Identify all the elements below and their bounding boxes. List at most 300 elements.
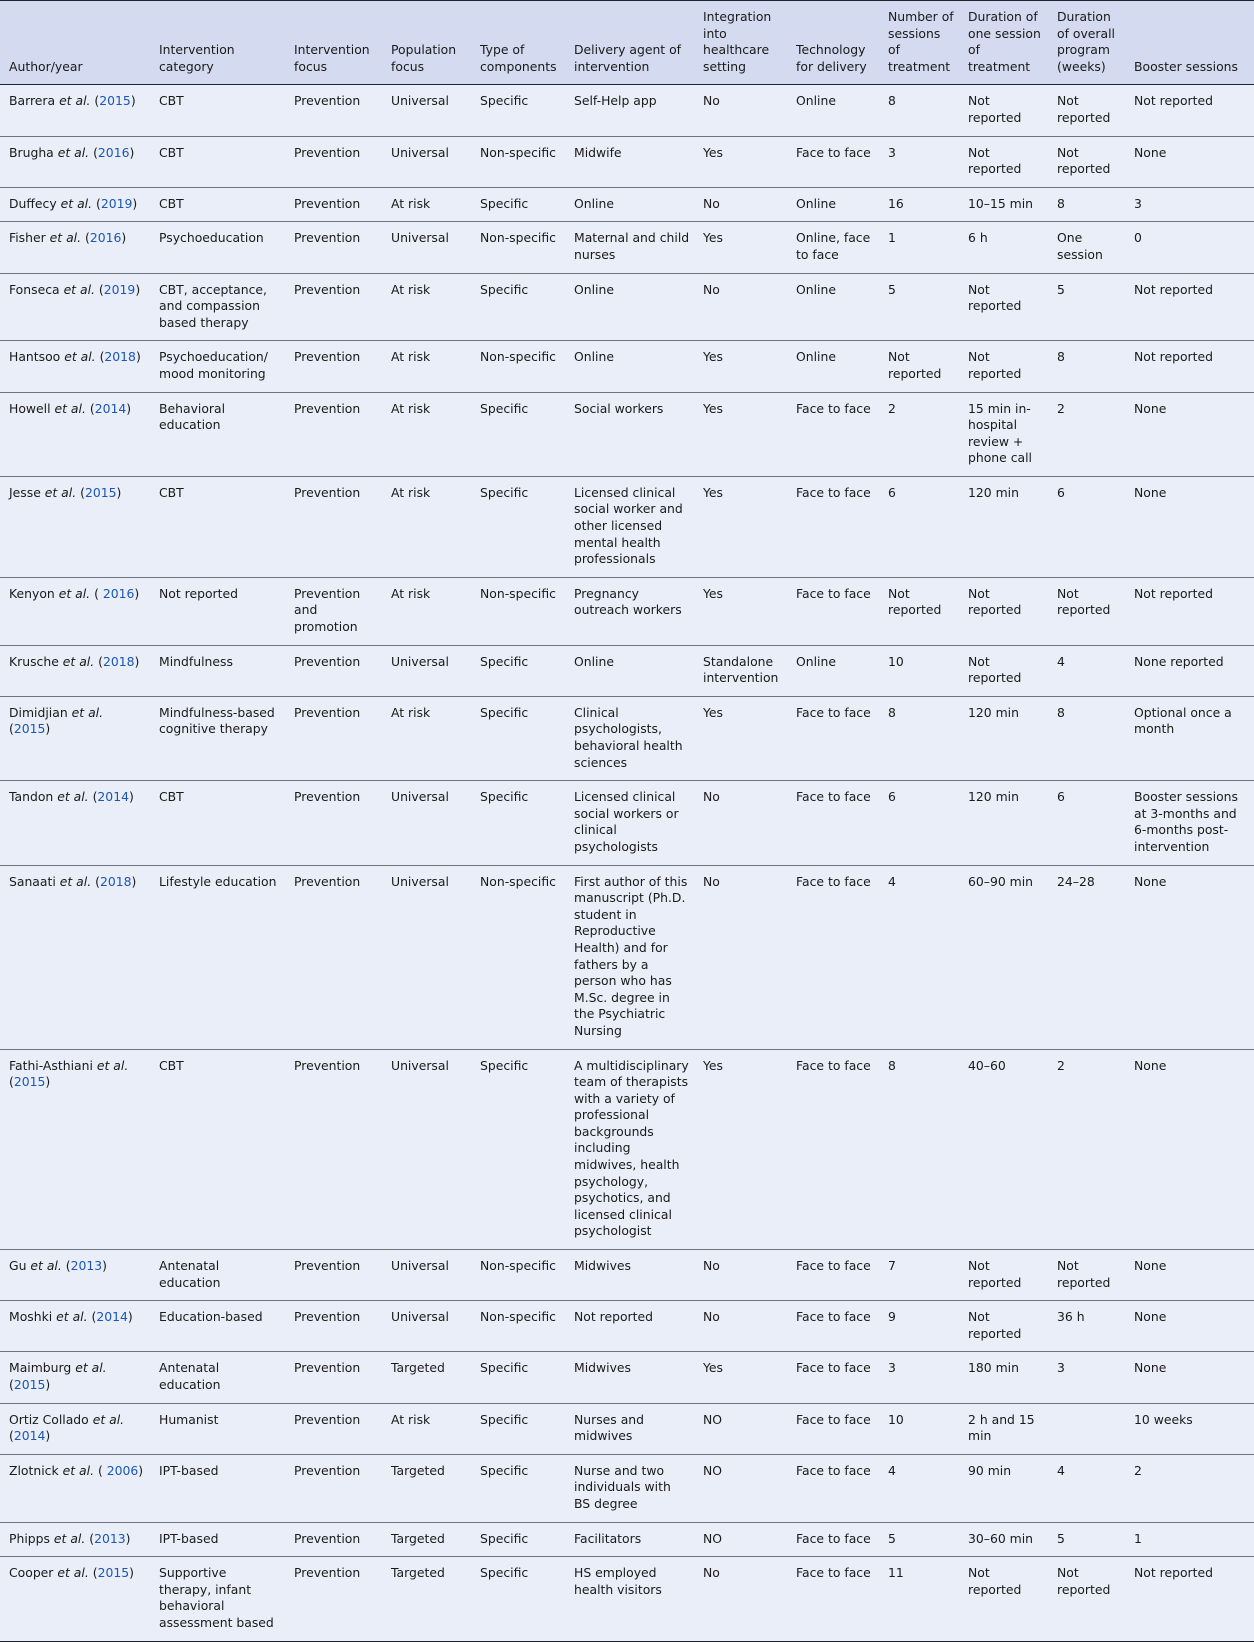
table-cell: Online [787, 645, 879, 696]
table-cell: 3 [1048, 1352, 1125, 1403]
table-cell: Non-specific [471, 136, 565, 187]
table-cell: 6 [879, 476, 959, 577]
header-row [0, 1, 1254, 85]
table-cell: At risk [382, 341, 471, 392]
paren-close: ) [45, 721, 51, 737]
table-cell: Online, face to face [787, 222, 879, 273]
column-header: Type of components [471, 1, 565, 85]
table-cell: 15 min in-hospital review + phone call [959, 392, 1048, 476]
table-row [0, 1250, 1254, 1301]
et-al: et al. [57, 789, 89, 805]
year-link[interactable]: 2015 [84, 484, 117, 500]
table-cell: Online [787, 273, 879, 341]
paren-close: ) [135, 281, 141, 297]
table-row [0, 1301, 1254, 1352]
column-header: Booster sessions [1125, 1, 1254, 85]
table-cell: Midwives [565, 1352, 694, 1403]
table-cell [1048, 1403, 1125, 1454]
table-cell: 120 min [959, 476, 1048, 577]
table-row [0, 476, 1254, 577]
author-year-cell [0, 1522, 150, 1557]
table-cell: CBT [150, 187, 285, 222]
column-header: Intervention category [150, 1, 285, 85]
author-name: Gu [9, 1258, 27, 1274]
table-cell: Not reported [565, 1301, 694, 1352]
et-al: et al. [30, 1258, 62, 1274]
table-cell: Not reported [1048, 85, 1125, 136]
table-cell: Face to face [787, 1522, 879, 1557]
table-cell: None [1125, 136, 1254, 187]
table-cell: Targeted [382, 1454, 471, 1522]
table-cell: Standalone intervention [694, 645, 787, 696]
et-al: et al. [56, 1309, 88, 1325]
table-row [0, 136, 1254, 187]
year-link[interactable]: 2019 [103, 281, 136, 297]
table-cell: Prevention [285, 1403, 382, 1454]
table-cell: Face to face [787, 781, 879, 865]
paren-close: ) [134, 585, 140, 601]
et-al: et al. [54, 400, 86, 416]
author-year-cell [0, 1301, 150, 1352]
table-cell: Not reported [150, 577, 285, 645]
paren-open: ( [9, 1074, 14, 1090]
table-cell: 8 [1048, 187, 1125, 222]
table-cell: NO [694, 1403, 787, 1454]
paren-open: ( [85, 230, 90, 246]
table-cell: 90 min [959, 1454, 1048, 1522]
table-cell: Not reported [1048, 136, 1125, 187]
year-link[interactable]: 2015 [99, 93, 131, 109]
table-body [0, 85, 1254, 1641]
year-link[interactable]: 2014 [13, 1428, 46, 1444]
year-link[interactable]: 2015 [13, 1074, 46, 1090]
table-cell: Face to face [787, 136, 879, 187]
table-cell: One session [1048, 222, 1125, 273]
table-cell: 10 weeks [1125, 1403, 1254, 1454]
table-cell: Face to face [787, 577, 879, 645]
table-cell: Social workers [565, 392, 694, 476]
table-cell: CBT, acceptance, and compassion based therapy [150, 273, 285, 341]
author-year-cell [0, 696, 150, 780]
table-cell: Optional once a month [1125, 696, 1254, 780]
year-link[interactable]: 2015 [97, 1565, 130, 1581]
table-cell: 6 [1048, 781, 1125, 865]
table-cell: Non-specific [471, 341, 565, 392]
table-cell: Online [565, 645, 694, 696]
table-cell: At risk [382, 273, 471, 341]
year-link[interactable]: 2013 [94, 1530, 126, 1546]
table-cell: 2 h and 15 min [959, 1403, 1048, 1454]
table-cell: Antenatal education [150, 1352, 285, 1403]
table-cell: Yes [694, 577, 787, 645]
table-cell: Not reported [879, 577, 959, 645]
table-cell: Prevention [285, 136, 382, 187]
table-cell: CBT [150, 136, 285, 187]
paren-open: ( [89, 1530, 95, 1546]
table-cell: Not reported [959, 1301, 1048, 1352]
table-cell: Non-specific [471, 1301, 565, 1352]
table-cell: Face to face [787, 1403, 879, 1454]
year-link[interactable]: 2018 [102, 653, 135, 669]
table-cell: None [1125, 476, 1254, 577]
et-al: et al. [64, 349, 96, 365]
table-cell: CBT [150, 476, 285, 577]
table-cell: No [694, 187, 787, 222]
paren-close: ) [45, 1377, 51, 1392]
column-header: Technology for delivery [787, 1, 879, 85]
et-al: et al. [62, 653, 95, 669]
paren-open: ( [95, 873, 100, 889]
et-al: et al. [49, 230, 82, 246]
table-cell: Prevention [285, 273, 382, 341]
table-cell: 2 [1048, 392, 1125, 476]
year-link[interactable]: 2014 [96, 1309, 128, 1325]
table-row [0, 187, 1254, 222]
table-cell: Midwives [565, 1250, 694, 1301]
paren-open: ( [98, 281, 104, 297]
table-cell: Specific [471, 1352, 565, 1403]
table-cell: Yes [694, 136, 787, 187]
paren-open: ( [93, 144, 98, 160]
paren-open: ( [99, 349, 105, 365]
year-link[interactable]: 2019 [100, 195, 133, 211]
table-cell: No [694, 1250, 787, 1301]
table-row [0, 645, 1254, 696]
table-cell: Prevention [285, 1250, 382, 1301]
table-row [0, 273, 1254, 341]
table-cell: None [1125, 392, 1254, 476]
table-cell: Universal [382, 1250, 471, 1301]
author-year-cell [0, 1403, 150, 1454]
paren-close: ) [125, 1530, 131, 1546]
table-cell: Not reported [959, 136, 1048, 187]
table-cell: Not reported [1125, 1557, 1254, 1641]
author-name: Phipps [9, 1530, 50, 1546]
table-cell: Humanist [150, 1403, 285, 1454]
table-cell: NO [694, 1454, 787, 1522]
table-cell: Nurse and two individuals with BS degree [565, 1454, 694, 1522]
table-cell: 8 [879, 85, 959, 136]
table-cell: Self-Help app [565, 85, 694, 136]
paren-open: ( [91, 1309, 97, 1325]
paren-close: ) [128, 789, 134, 805]
table-cell: A multidisciplinary team of therapists with a variety of professional backgrounds including midwives, health psychology, psychotics, and licensed clinical psychologist [565, 1049, 694, 1250]
table-row [0, 341, 1254, 392]
table-cell: Specific [471, 392, 565, 476]
author-name: Cooper [9, 1565, 54, 1581]
et-al: et al. [71, 704, 104, 720]
table-cell: Specific [471, 273, 565, 341]
year-link[interactable]: 2013 [70, 1258, 103, 1274]
table-cell: Yes [694, 1049, 787, 1250]
table-cell: None reported [1125, 645, 1254, 696]
author-name: Ortiz Collado [9, 1411, 89, 1427]
year-link[interactable]: 2016 [102, 585, 135, 601]
table-row [0, 85, 1254, 136]
table-cell: At risk [382, 696, 471, 780]
table-cell: 8 [1048, 696, 1125, 780]
table-row [0, 392, 1254, 476]
table-row [0, 696, 1254, 780]
column-header: Intervention focus [285, 1, 382, 85]
table-cell: At risk [382, 1403, 471, 1454]
table-cell: Facilitators [565, 1522, 694, 1557]
et-al: et al. [63, 281, 95, 297]
year-link[interactable]: 2014 [97, 789, 129, 805]
author-name: Hantsoo [9, 349, 61, 365]
table-cell: 5 [1048, 273, 1125, 341]
table-cell: Not reported [959, 85, 1048, 136]
table-cell: Prevention [285, 1454, 382, 1522]
et-al: et al. [53, 1530, 86, 1546]
table-cell: Online [565, 273, 694, 341]
table-cell: Universal [382, 1301, 471, 1352]
paren-close: ) [129, 144, 135, 160]
author-year-cell [0, 273, 150, 341]
table-cell: Not reported [959, 341, 1048, 392]
author-name: Fathi-Asthiani [9, 1057, 93, 1073]
table-cell: Face to face [787, 1352, 879, 1403]
table-cell: Face to face [787, 476, 879, 577]
table-cell: 6 [879, 781, 959, 865]
table-cell: Non-specific [471, 1250, 565, 1301]
table-cell: 10–15 min [959, 187, 1048, 222]
author-year-cell [0, 85, 150, 136]
table-cell: Antenatal education [150, 1250, 285, 1301]
table-cell: Non-specific [471, 865, 565, 1049]
table-cell: 7 [879, 1250, 959, 1301]
column-header: Duration of overall program (weeks) [1048, 1, 1125, 85]
table-cell: Non-specific [471, 577, 565, 645]
table-cell: Specific [471, 1049, 565, 1250]
author-year-cell [0, 645, 150, 696]
table-cell: Specific [471, 696, 565, 780]
table-row [0, 1454, 1254, 1522]
table-cell: 5 [879, 1522, 959, 1557]
et-al: et al. [75, 1360, 107, 1376]
table-cell: Midwife [565, 136, 694, 187]
table-cell: Not reported [959, 273, 1048, 341]
table-cell: 10 [879, 645, 959, 696]
author-name: Jesse [9, 484, 41, 500]
table-cell: Yes [694, 476, 787, 577]
paren-open: ( [97, 1462, 107, 1478]
author-name: Fonseca [9, 281, 60, 297]
paren-open: ( [98, 653, 103, 669]
table-cell: Prevention [285, 645, 382, 696]
table-cell: None [1125, 1049, 1254, 1250]
table-cell: 5 [879, 273, 959, 341]
paren-close: ) [138, 1462, 144, 1478]
paren-close: ) [102, 1258, 108, 1274]
table-cell: Universal [382, 136, 471, 187]
author-name: Krusche [9, 653, 59, 669]
table-cell: Specific [471, 781, 565, 865]
author-name: Howell [9, 400, 51, 416]
table-cell: 2 [1048, 1049, 1125, 1250]
table-cell: IPT-based [150, 1522, 285, 1557]
table-cell: Yes [694, 392, 787, 476]
table-cell: Universal [382, 1049, 471, 1250]
table-row [0, 865, 1254, 1049]
table-cell: Prevention [285, 392, 382, 476]
table-cell: Licensed clinical social worker and other licensed mental health professionals [565, 476, 694, 577]
table-cell: Specific [471, 1454, 565, 1522]
table-cell: 3 [879, 136, 959, 187]
table-cell: 24–28 [1048, 865, 1125, 1049]
table-cell: Targeted [382, 1522, 471, 1557]
et-al: et al. [92, 1411, 125, 1427]
paren-open: ( [9, 721, 14, 737]
paren-open: ( [96, 195, 101, 211]
table-cell: Face to face [787, 696, 879, 780]
table-cell: Specific [471, 476, 565, 577]
paren-close: ) [126, 400, 132, 416]
author-name: Barrera [9, 93, 56, 109]
table-cell: 5 [1048, 1522, 1125, 1557]
table-cell: Universal [382, 865, 471, 1049]
table-cell: Face to face [787, 1454, 879, 1522]
paren-open: ( [65, 1258, 71, 1274]
year-link[interactable]: 2006 [106, 1462, 139, 1478]
table-cell: CBT [150, 1049, 285, 1250]
table-cell: Yes [694, 696, 787, 780]
paren-open: ( [92, 789, 98, 805]
year-link[interactable]: 2016 [89, 230, 122, 246]
table-header [0, 1, 1254, 85]
table-cell: 4 [1048, 1454, 1125, 1522]
table-cell: Specific [471, 645, 565, 696]
author-name: Zlotnick [9, 1462, 59, 1478]
table-row [0, 1557, 1254, 1641]
et-al: et al. [59, 93, 91, 109]
table-cell: Face to face [787, 865, 879, 1049]
table-cell: Prevention [285, 476, 382, 577]
column-header: Population focus [382, 1, 471, 85]
table-cell: Not reported [959, 1557, 1048, 1641]
table-cell: Prevention [285, 187, 382, 222]
table-cell: Psychoeducation/ mood monitoring [150, 341, 285, 392]
table-cell: 9 [879, 1301, 959, 1352]
paren-open: ( [80, 484, 85, 500]
paren-open: ( [89, 400, 95, 416]
table-cell: 8 [879, 696, 959, 780]
table-cell: Not reported [1125, 273, 1254, 341]
table-cell: 30–60 min [959, 1522, 1048, 1557]
table-cell: Pregnancy outreach workers [565, 577, 694, 645]
table-cell: 180 min [959, 1352, 1048, 1403]
paren-open: ( [9, 1377, 14, 1392]
et-al: et al. [59, 873, 92, 889]
year-link[interactable]: 2014 [94, 400, 127, 416]
author-name: Sanaati [9, 873, 56, 889]
year-link[interactable]: 2018 [104, 349, 136, 365]
author-year-cell [0, 1250, 150, 1301]
table-cell: 8 [879, 1049, 959, 1250]
table-cell: Booster sessions at 3-months and 6-months post-intervention [1125, 781, 1254, 865]
table-cell: 60–90 min [959, 865, 1048, 1049]
table-cell: No [694, 1557, 787, 1641]
table-cell: HS employed health visitors [565, 1557, 694, 1641]
table-cell: At risk [382, 476, 471, 577]
et-al: et al. [62, 1462, 95, 1478]
table-cell: CBT [150, 781, 285, 865]
table-cell: Targeted [382, 1352, 471, 1403]
table-cell: At risk [382, 577, 471, 645]
table-cell: Face to face [787, 1250, 879, 1301]
table-cell: Specific [471, 187, 565, 222]
table-cell: 2 [879, 392, 959, 476]
author-year-cell [0, 1557, 150, 1641]
paren-close: ) [131, 873, 137, 889]
table-cell: Specific [471, 1522, 565, 1557]
author-year-cell [0, 476, 150, 577]
year-link[interactable]: 2018 [99, 873, 132, 889]
table-cell: None [1125, 1250, 1254, 1301]
table-cell: 4 [1048, 645, 1125, 696]
table-cell: 16 [879, 187, 959, 222]
year-link[interactable]: 2015 [13, 721, 46, 737]
table-cell: Prevention [285, 1301, 382, 1352]
table-cell: Yes [694, 1352, 787, 1403]
table-cell: Maternal and child nurses [565, 222, 694, 273]
table-cell: 120 min [959, 696, 1048, 780]
paren-close: ) [45, 1428, 51, 1444]
table-row [0, 1352, 1254, 1403]
table-cell: 4 [879, 1454, 959, 1522]
table-row [0, 1403, 1254, 1454]
table-cell: Not reported [1125, 85, 1254, 136]
table-cell: Not reported [1125, 341, 1254, 392]
paren-close: ) [127, 1309, 133, 1325]
paren-open: ( [94, 585, 103, 601]
author-year-cell [0, 222, 150, 273]
table-cell: Yes [694, 222, 787, 273]
table-cell: Specific [471, 1403, 565, 1454]
table-cell: Prevention [285, 865, 382, 1049]
et-al: et al. [58, 585, 91, 601]
year-link[interactable]: 2016 [97, 144, 130, 160]
table-cell: IPT-based [150, 1454, 285, 1522]
year-link[interactable]: 2015 [13, 1377, 46, 1392]
table-cell: Online [787, 187, 879, 222]
table-cell: At risk [382, 392, 471, 476]
et-al: et al. [57, 1565, 89, 1581]
table-cell: Prevention [285, 1049, 382, 1250]
table-cell: Not reported [1048, 1557, 1125, 1641]
table-cell: Supportive therapy, infant behavioral assessment based [150, 1557, 285, 1641]
et-al: et al. [60, 195, 93, 211]
et-al: et al. [57, 144, 90, 160]
table-cell: Universal [382, 645, 471, 696]
table-cell: 6 h [959, 222, 1048, 273]
table-row [0, 222, 1254, 273]
table-cell: No [694, 865, 787, 1049]
table-cell: 8 [1048, 341, 1125, 392]
author-year-cell [0, 392, 150, 476]
author-name: Fisher [9, 230, 46, 246]
paren-close: ) [129, 1565, 134, 1581]
table-cell: Prevention [285, 781, 382, 865]
paren-close: ) [116, 484, 122, 500]
table-cell: Mindfulness [150, 645, 285, 696]
table-cell: Prevention [285, 1522, 382, 1557]
column-header: Duration of one session of treatment [959, 1, 1048, 85]
author-year-cell [0, 781, 150, 865]
table-cell: Prevention [285, 1352, 382, 1403]
table-cell: Online [787, 85, 879, 136]
table-cell: 3 [879, 1352, 959, 1403]
